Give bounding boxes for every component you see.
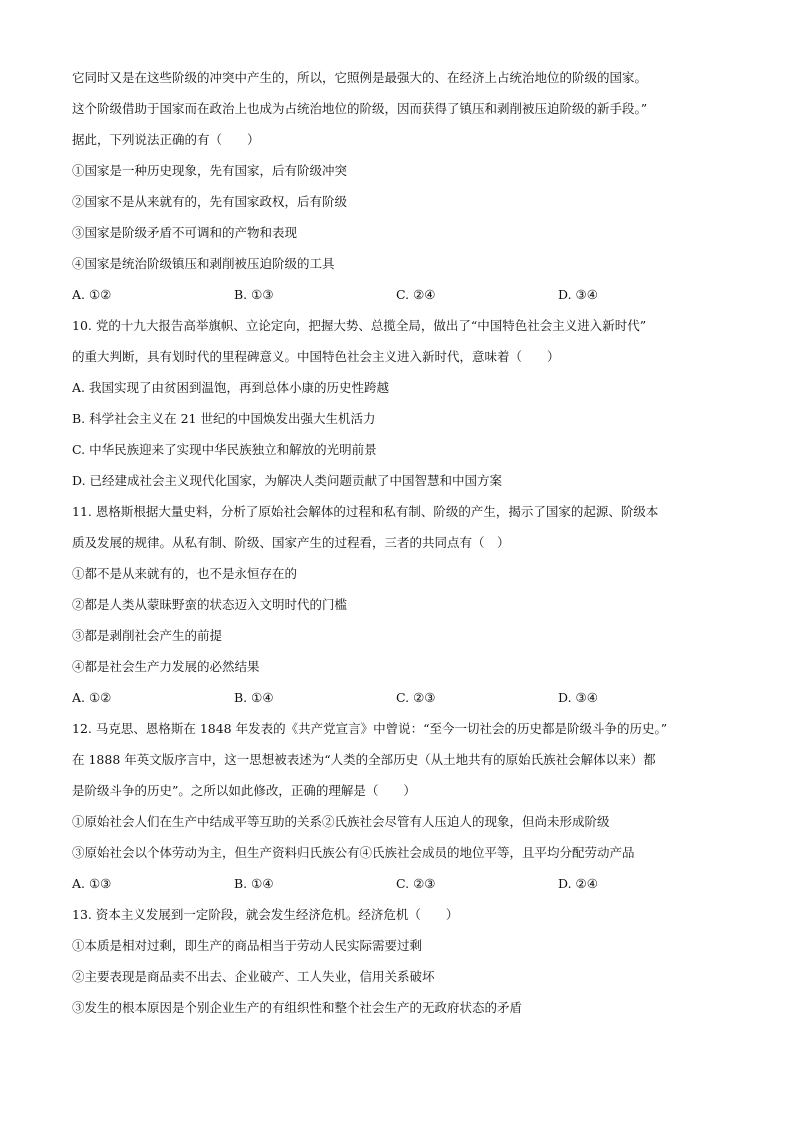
question-13-statement-1: ①本质是相对过剩，即生产的商品相当于劳动人民实际需要过剩 <box>72 938 423 953</box>
question-11-statement-4: ④都是社会生产力发展的必然结果 <box>72 659 260 674</box>
question-13-statement-3: ③发生的根本原因是个别企业生产的有组织性和整个社会生产的无政府状态的矛盾 <box>72 1000 523 1015</box>
question-12-option-a: A. ①③ <box>72 876 112 891</box>
question-10-text-line-2: 的重大判断，具有划时代的里程碑意义。中国特色社会主义进入新时代，意味着（ ） <box>72 349 560 364</box>
question-11-option-d: D. ③④ <box>558 690 598 705</box>
question-12 <box>72 713 732 899</box>
question-13 <box>72 899 732 1023</box>
question-10-choice-b: B. 科学社会主义在 21 世纪的中国焕发出强大生机活力 <box>72 411 376 426</box>
question-12-text-line-3: 是阶级斗争的历史”。之所以如此修改，正确的理解是（ ） <box>72 783 416 798</box>
question-10-choice-d: D. 已经建成社会主义现代化国家，为解决人类问题贡献了中国智慧和中国方案 <box>72 473 503 488</box>
question-11-statement-1: ①都不是从来就有的，也不是永恒存在的 <box>72 566 298 581</box>
question-9-statement-3: ③国家是阶级矛盾不可调和的产物和表现 <box>72 225 298 240</box>
question-11-statement-3: ③都是剥削社会产生的前提 <box>72 628 223 643</box>
question-9-statement-2: ②国家不是从来就有的，先有国家政权，后有阶级 <box>72 194 348 209</box>
question-10-text-line-1: 10. 党的十九大报告高举旗帜、立论定向，把握大势、总揽全局，做出了“中国特色社会主义进入新时代” <box>72 318 647 333</box>
question-9-option-c: C. ②④ <box>396 287 436 302</box>
question-13-text-line-1: 13. 资本主义发展到一定阶段，就会发生经济危机。经济危机（ ） <box>72 907 459 922</box>
question-11-statement-2: ②都是人类从蒙昧野蛮的状态迈入文明时代的门槛 <box>72 597 348 612</box>
question-11-options <box>72 682 732 713</box>
question-12-text-line-2: 在 1888 年英文版序言中，这一思想被表述为“人类的全部历史（从土地共有的原始氏族社会解体以来）都 <box>72 752 656 767</box>
question-9-statement-4: ④国家是统治阶级镇压和剥削被压迫阶级的工具 <box>72 256 335 271</box>
question-9-option-a: A. ①② <box>72 287 112 302</box>
question-12-statement-3-4: ③原始社会以个体劳动为主，但生产资料归氏族公有④氏族社会成员的地位平等，且平均分配劳动产品 <box>72 845 635 860</box>
question-12-options <box>72 868 732 899</box>
question-11-text-line-1: 11. 恩格斯根据大量史料，分析了原始社会解体的过程和私有制、阶级的产生，揭示了国家的起源、阶级本 <box>72 504 659 519</box>
question-10-choice-a: A. 我国实现了由贫困到温饱，再到总体小康的历史性跨越 <box>72 380 389 395</box>
question-12-option-b: B. ①④ <box>234 876 274 891</box>
question-9-text-line-3: 据此，下列说法正确的有（ ） <box>72 132 260 147</box>
question-9 <box>72 62 732 310</box>
question-12-text-line-1: 12. 马克思、恩格斯在 1848 年发表的《共产党宣言》中曾说：“至今一切社会的历史都是阶级斗争的历史。” <box>72 721 668 736</box>
question-10 <box>72 310 732 496</box>
question-9-text-line-2: 这个阶级借助于国家而在政治上也成为占统治地位的阶级，因而获得了镇压和剥削被压迫阶级的新手段。” <box>72 101 648 116</box>
question-11-option-b: B. ①④ <box>234 690 274 705</box>
question-13-statement-2: ②主要表现是商品卖不出去、企业破产、工人失业，信用关系破坏 <box>72 969 435 984</box>
question-11-option-c: C. ②③ <box>396 690 436 705</box>
question-9-text-line-1: 它同时又是在这些阶级的冲突中产生的，所以，它照例是最强大的、在经济上占统治地位的阶级的国家。 <box>72 70 648 85</box>
question-11 <box>72 496 732 713</box>
question-9-options <box>72 279 732 310</box>
question-12-option-c: C. ②③ <box>396 876 436 891</box>
question-12-option-d: D. ②④ <box>558 876 598 891</box>
question-9-option-d: D. ③④ <box>558 287 598 302</box>
question-9-statement-1: ①国家是一种历史现象，先有国家，后有阶级冲突 <box>72 163 348 178</box>
question-9-option-b: B. ①③ <box>234 287 274 302</box>
exam-page <box>72 62 732 1023</box>
question-12-statement-1-2: ①原始社会人们在生产中结成平等互助的关系②氏族社会尽管有人压迫人的现象，但尚未形成阶级 <box>72 814 610 829</box>
question-11-option-a: A. ①② <box>72 690 112 705</box>
question-10-choice-c: C. 中华民族迎来了实现中华民族独立和解放的光明前景 <box>72 442 377 457</box>
question-11-text-line-2: 质及发展的规律。从私有制、阶级、国家产生的过程看，三者的共同点有（ ） <box>72 535 510 550</box>
